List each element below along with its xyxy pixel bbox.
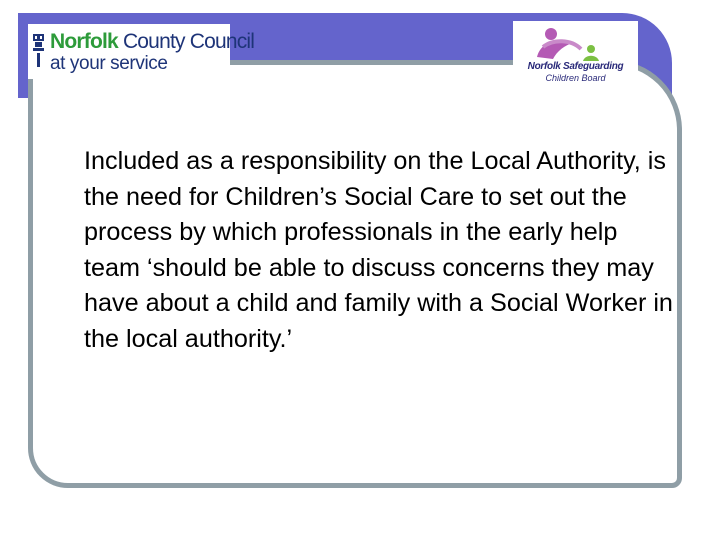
- council-tagline: at your service: [50, 53, 168, 74]
- body-paragraph: Included as a responsibility on the Local Authority, is the need for Children’s Social Care to set out the process by which professionals in the early help team ‘should be able to discuss concerns they may have about a child and family with a Social Worker in the local authority.’: [84, 147, 673, 353]
- council-name-rest: County Council: [117, 30, 255, 53]
- board-name: Norfolk Safeguarding: [527, 61, 624, 72]
- council-name-bold: Norfolk: [50, 30, 118, 53]
- board-subtitle: Children Board: [545, 73, 606, 83]
- norfolk-county-council-logo: [28, 24, 255, 79]
- safeguarding-board-logo: [513, 21, 638, 87]
- safeguarding-figures-icon: [513, 21, 638, 65]
- council-name: [50, 30, 254, 54]
- council-crest-icon: [32, 32, 46, 70]
